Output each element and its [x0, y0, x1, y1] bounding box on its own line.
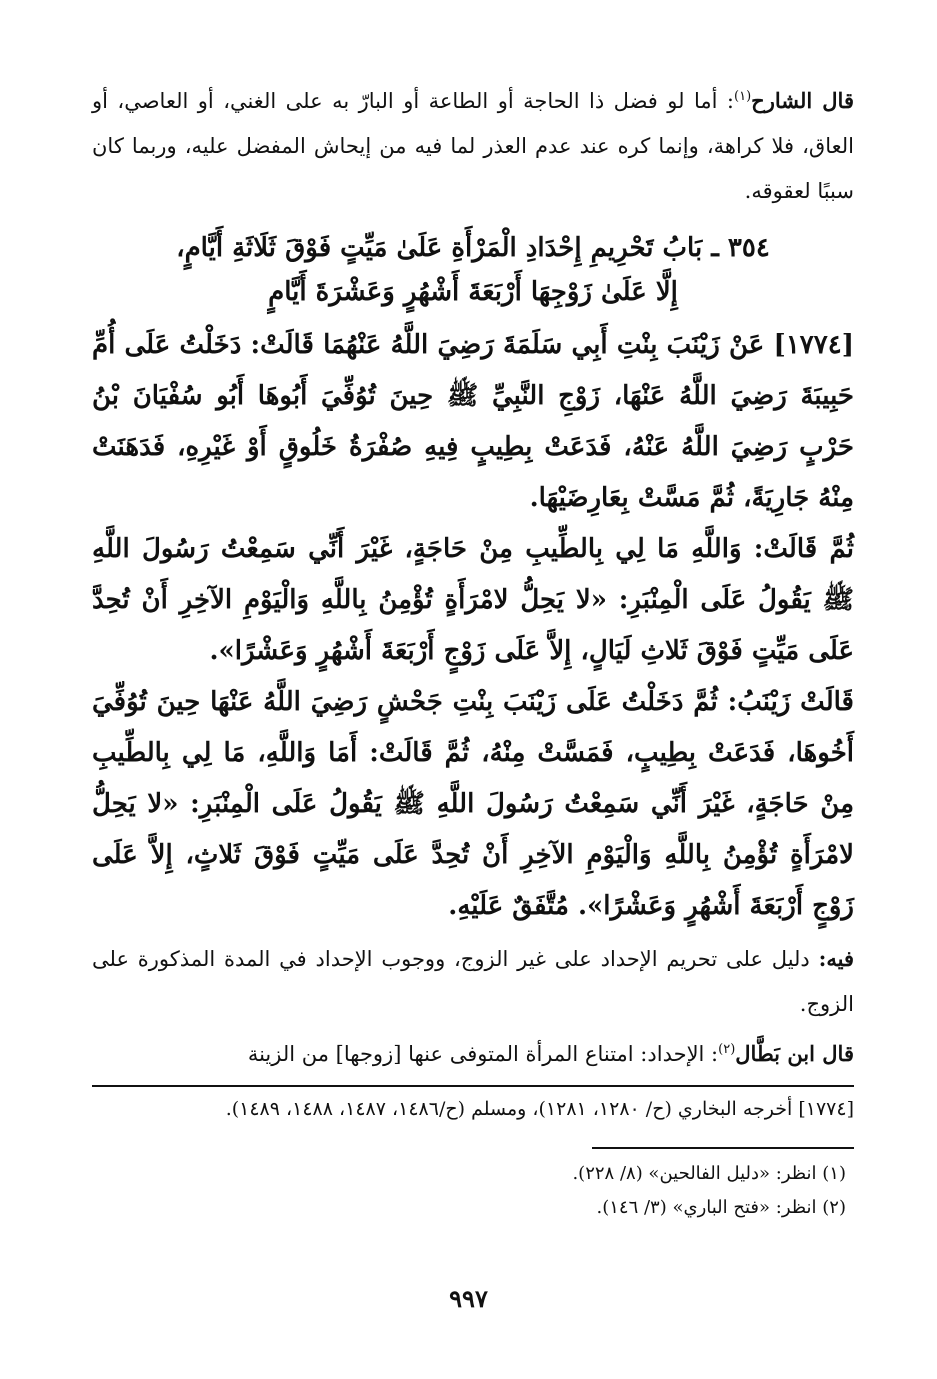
fih-text: دليل على تحريم الإحداد على غير الزوج، ووجوب الإحداد في المدة المذكورة على الزوج. — [92, 947, 854, 1016]
footnote-ref-1: (١) — [734, 89, 752, 104]
footnote-1: (١) انظر: «دليل الفالحين» (٨/ ٢٢٨). — [572, 1163, 846, 1184]
source-note: [١٧٧٤] أخرجه البخاري (ح/ ١٢٨٠، ١٢٨١)، ومسلم (ح/١٤٨٦، ١٤٨٧، ١٤٨٨، ١٤٨٩). — [225, 1098, 854, 1120]
commentary-sharih — [92, 78, 854, 214]
hadith-paragraph-1: [١٧٧٤] عَنْ زَيْنَبَ بِنْتِ أَبِي سَلَمَةَ رَضِيَ اللَّهُ عَنْهُمَا قَالَتْ: دَخَلْتُ عَلَى أُمِّ حَبِيبَةَ رَضِيَ اللَّهُ عَنْهَا، زَوْجِ النَّبِيِّ ﷺ حِينَ تُوُفِّيَ أَبُوهَا أَبُو سُفْيَانَ بْنُ حَرْبٍ رَضِيَ اللَّهُ عَنْهُ، فَدَعَتْ بِطِيبٍ فِيهِ صُفْرَةُ خَلُوقٍ أَوْ غَيْرِهِ، فَدَهَنَتْ مِنْهُ جَارِيَةً، ثُمَّ مَسَّتْ بِعَارِضَيْهَا. — [92, 330, 854, 513]
commentary-fih — [92, 936, 854, 1027]
hadith-paragraph-3: قَالَتْ زَيْنَبُ: ثُمَّ دَخَلْتُ عَلَى زَيْنَبَ بِنْتِ جَحْشٍ رَضِيَ اللَّهُ عَنْهَا حِينَ تُوُفِّيَ أَخُوهَا، فَدَعَتْ بِطِيبٍ، فَمَسَّتْ مِنْهُ، ثُمَّ قَالَتْ: أَمَا وَاللَّهِ، مَا لِي بِالطِّيبِ مِنْ حَاجَةٍ، غَيْرَ أَنِّي سَمِعْتُ رَسُولَ اللَّهِ ﷺ يَقُولُ عَلَى الْمِنْبَرِ: «لا يَحِلُّ لامْرَأَةٍ تُؤْمِنُ بِاللَّهِ وَالْيَوْمِ الآخِرِ أَنْ تُحِدَّ عَلَى مَيِّتٍ فَوْقَ ثَلاثٍ، إِلاَّ عَلَى زَوْجٍ أَرْبَعَةَ أَشْهُرٍ وَعَشْرًا». مُتَّفَقٌ عَلَيْهِ. — [92, 687, 854, 921]
footnote-2: (٢) انظر: «فتح الباري» (٣/ ١٤٦). — [596, 1197, 846, 1218]
footnote-divider — [592, 1147, 854, 1149]
ibn-battal-text: : الإحداد: امتناع المرأة المتوفى عنها [زوجها] من الزينة — [247, 1042, 719, 1066]
chapter-heading-line-2: إِلَّا عَلَىٰ زَوْجِهَا أَرْبَعَةَ أَشْهُرٍ وَعَشْرَةَ أَيَّامٍ — [268, 277, 678, 307]
page-number: ٩٩٧ — [449, 1284, 488, 1313]
hadith-paragraph-2: ثُمَّ قَالَتْ: وَاللَّهِ مَا لِي بِالطِّيبِ مِنْ حَاجَةٍ، غَيْرَ أَنِّي سَمِعْتُ رَسُولَ اللَّهِ ﷺ يَقُولُ عَلَى الْمِنْبَرِ: «لا يَحِلُّ لامْرَأَةٍ تُؤْمِنُ بِاللَّهِ وَالْيَوْمِ الآخِرِ أَنْ تُحِدَّ عَلَى مَيِّتٍ فَوْقَ ثَلاثِ لَيَالٍ، إِلاَّ عَلَى زَوْجٍ أَرْبَعَةَ أَشْهُرٍ وَعَشْرًا». — [92, 534, 854, 666]
speaker-label: قال الشارح — [751, 88, 854, 113]
chapter-heading-line-1: ٣٥٤ ـ بَابُ تَحْرِيمِ إِحْدَادِ الْمَرْأَةِ عَلَىٰ مَيِّتٍ فَوْقَ ثَلَاثَةِ أَيَّامٍ، — [176, 233, 770, 263]
commentary-text: : أما لو فضل ذا الحاجة أو الطاعة أو البارّ به على الغني، أو العاصي، أو العاق، فلا كراهة، وإنما كره عند عدم العذر لما فيه من إيحاش المفضل عليه، وربما كان سببًا لعقوقه. — [92, 89, 854, 203]
chapter-heading — [92, 226, 854, 314]
commentary-ibn-battal — [92, 1031, 854, 1077]
hadith-block — [92, 320, 854, 932]
page-content — [92, 78, 854, 1225]
fih-label: فيه: — [818, 946, 854, 971]
footnote-ref-2: (٢) — [718, 1042, 736, 1057]
ibn-battal-label: قال ابن بَطَّال — [735, 1041, 854, 1066]
footnote-list — [92, 1157, 854, 1225]
